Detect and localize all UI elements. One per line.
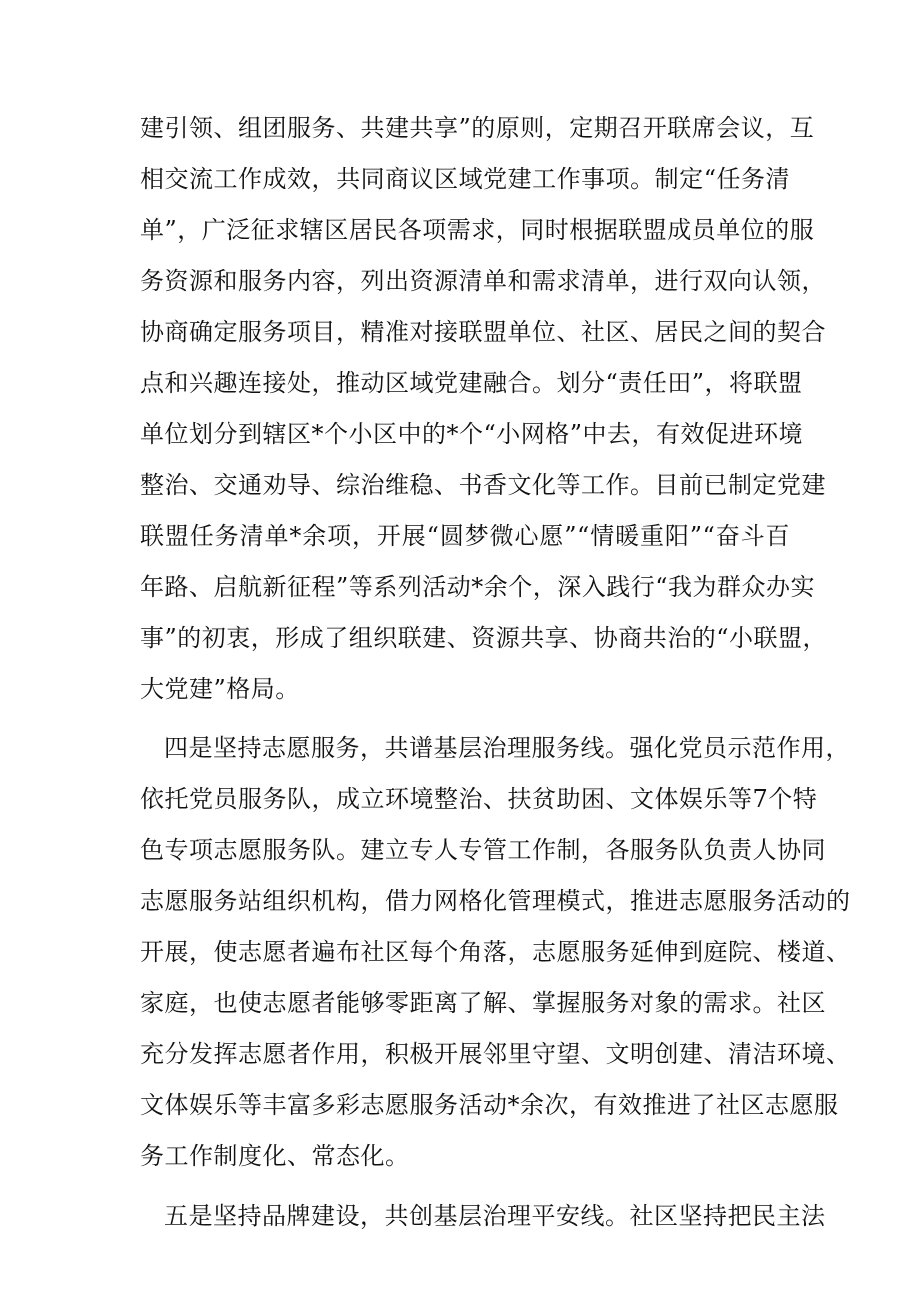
paragraph-3-line: 五是坚持品牌建设，共创基层治理平安线。社区坚持把民主法: [164, 1202, 826, 1230]
paragraph-1-line: 大党建”格局。: [140, 675, 300, 703]
paragraph-1-line: 相交流工作成效，共同商议区域党建工作事项。制定“任务清: [140, 165, 790, 193]
paragraph-1-line: 协商确定服务项目，精准对接联盟单位、社区、居民之间的契合: [140, 318, 826, 346]
paragraph-2-line: 务工作制度化、常态化。: [140, 1142, 410, 1170]
paragraph-2-line: 志愿服务站组织机构，借力网格化管理模式，推进志愿服务活动的: [140, 887, 851, 915]
paragraph-1-line: 建引领、组团服务、共建共享”的原则，定期召开联席会议，互: [140, 114, 815, 142]
paragraph-2-line: 充分发挥志愿者作用，积极开展邻里守望、文明创建、清洁环境、: [140, 1040, 851, 1068]
paragraph-1-line: 单”，广泛征求辖区居民各项需求，同时根据联盟成员单位的服: [140, 216, 815, 244]
paragraph-1-line: 事”的初衷，形成了组织联建、资源共享、协商共治的“小联盟，: [140, 624, 828, 652]
paragraph-2-line: 依托党员服务队，成立环境整治、扶贫助困、文体娱乐等7个特: [140, 785, 818, 813]
paragraph-1-line: 点和兴趣连接处，推动区域党建融合。划分“责任田”，将联盟: [140, 369, 803, 397]
paragraph-1-line: 务资源和服务内容，列出资源清单和需求清单，进行双向认领，: [140, 267, 826, 295]
paragraph-1-line: 整治、交通劝导、综治维稳、书香文化等工作。目前已制定党建: [140, 471, 826, 499]
paragraph-1-line: 联盟任务清单*余项，开展“圆梦微心愿”“情暖重阳”“奋斗百: [140, 522, 790, 550]
paragraph-2-line: 开展，使志愿者遍布社区每个角落，志愿服务延伸到庭院、楼道、: [140, 938, 851, 966]
paragraph-1-line: 年路、启航新征程”等系列活动*余个，深入践行“我为群众办实: [140, 573, 816, 601]
paragraph-2-line: 色专项志愿服务队。建立专人专管工作制，各服务队负责人协同: [140, 836, 826, 864]
paragraph-2-line: 四是坚持志愿服务，共谱基层治理服务线。强化党员示范作用，: [164, 734, 850, 762]
paragraph-2-line: 文体娱乐等丰富多彩志愿服务活动*余次，有效推进了社区志愿服: [140, 1091, 839, 1119]
paragraph-2-line: 家庭，也使志愿者能够零距离了解、掌握服务对象的需求。社区: [140, 989, 826, 1017]
paragraph-1-line: 单位划分到辖区*个小区中的*个“小网格”中去，有效促进环境: [140, 420, 804, 448]
